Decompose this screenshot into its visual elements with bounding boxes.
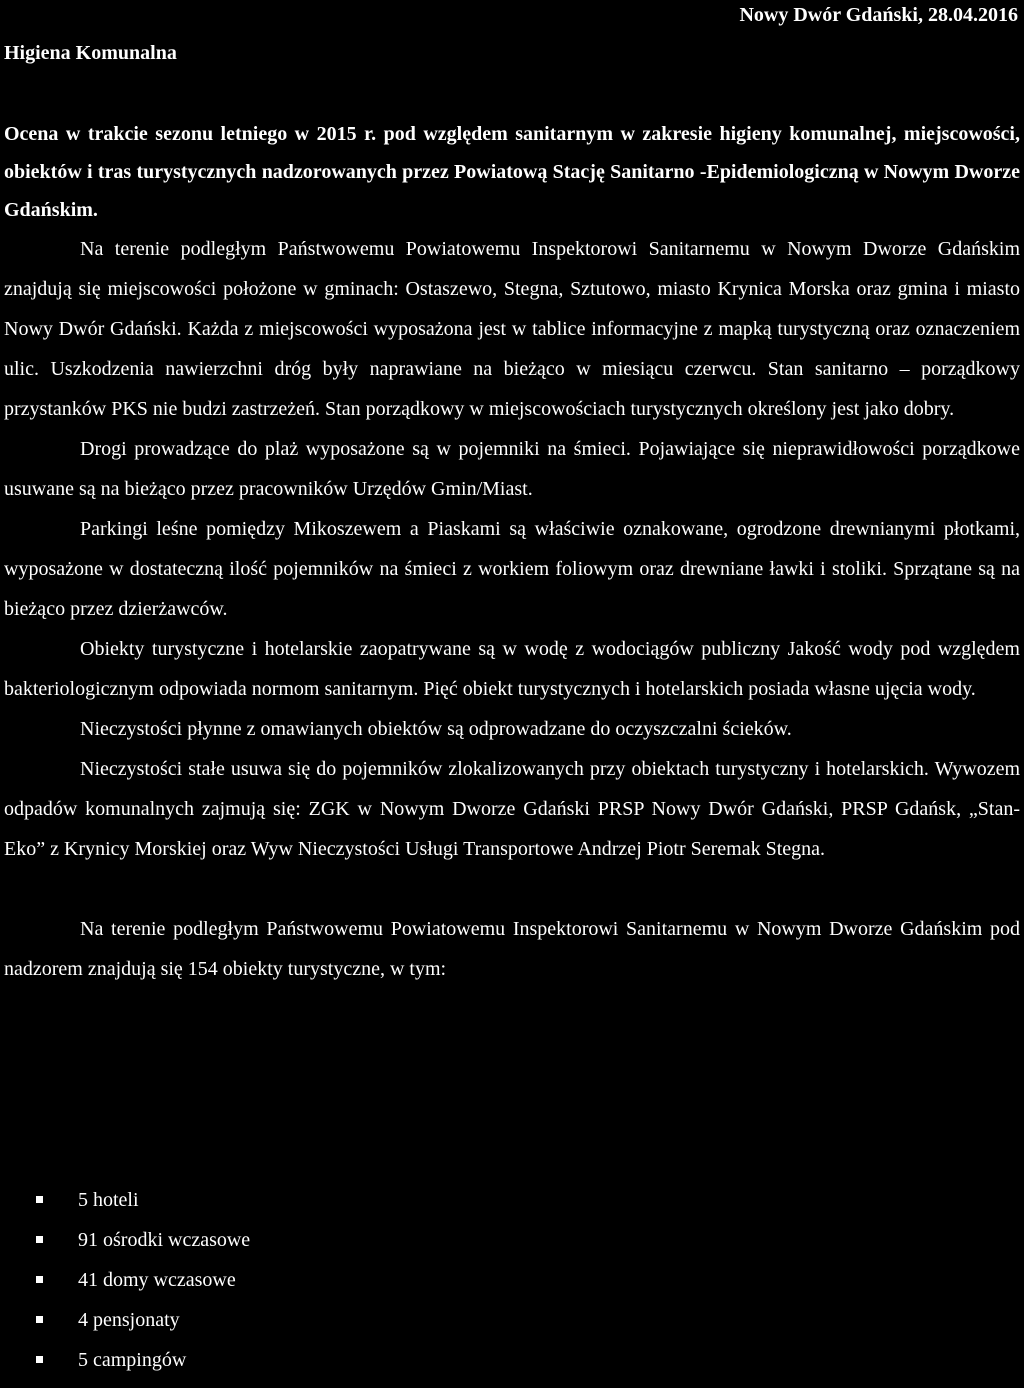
- square-bullet-icon: [36, 1316, 43, 1323]
- paragraph-supervised-objects: Na terenie podległym Państwowemu Powiatowemu Inspektorowi Sanitarnemu w Nowym Dworze Gdańskim pod nadzorem znajdują się 154 obiekty turystyczne, w tym:: [4, 918, 1020, 980]
- document-title: Ocena w trakcie sezonu letniego w 2015 r. pod względem sanitarnym w zakresie higieny komunalnej, miejscowości, obiektów i tras turystycznych nadzorowanych przez Powiatową Stację Sanitarno -Epidemiologiczną w Nowym Dworze Gdańskim.: [4, 123, 1020, 221]
- square-bullet-icon: [36, 1196, 43, 1203]
- list-item: [36, 1260, 250, 1300]
- document-date: Nowy Dwór Gdański, 28.04.2016: [739, 4, 1018, 26]
- list-item: [36, 1340, 250, 1380]
- list-item-text: 5 campingów: [78, 1349, 187, 1371]
- paragraph-liquid-waste: Nieczystości płynne z omawianych obiektów są odprowadzane do oczyszczalni ścieków.: [80, 718, 792, 740]
- list-item-text: 4 pensjonaty: [78, 1309, 180, 1331]
- list-item-text: 5 hoteli: [78, 1189, 139, 1211]
- square-bullet-icon: [36, 1356, 43, 1363]
- list-item: [36, 1180, 250, 1220]
- paragraph-solid-waste: Nieczystości stałe usuwa się do pojemników zlokalizowanych przy obiektach turystyczny i hotelarskich. Wywozem odpadów komunalnych zajmują się: ZGK w Nowym Dworze Gdański PRSP Nowy Dwór Gdański, PRSP Gdańsk, „Stan- Eko” z Krynicy Morskiej oraz Wyw Nieczystości Usługi Transportowe Andrzej Piotr Seremak Stegna.: [4, 758, 1020, 860]
- square-bullet-icon: [36, 1276, 43, 1283]
- document-body: [4, 229, 1020, 989]
- paragraph-forest-parkings: Parkingi leśne pomiędzy Mikoszewem a Piaskami są właściwie oznakowane, ogrodzone drewnianymi płotkami, wyposażone w dostateczną ilość pojemników na śmieci z workiem foliowym oraz drewniane ławki i stoliki. Sprzątane są na bieżąco przez dzierżawców.: [4, 518, 1020, 620]
- department-heading: Higiena Komunalna: [4, 42, 177, 64]
- list-item: [36, 1220, 250, 1260]
- square-bullet-icon: [36, 1236, 43, 1243]
- object-type-list: [36, 1180, 250, 1380]
- list-item-text: 91 ośrodki wczasowe: [78, 1229, 251, 1251]
- paragraph-beach-roads: Drogi prowadzące do plaż wyposażone są w pojemniki na śmieci. Pojawiające się nieprawidłowości porządkowe usuwane są na bieżąco przez pracowników Urzędów Gmin/Miast.: [4, 438, 1020, 500]
- paragraph-water-supply: Obiekty turystyczne i hotelarskie zaopatrywane są w wodę z wodociągów publiczny Jakość wody pod względem bakteriologicznym odpowiada normom sanitarnym. Pięć obiekt turystycznych i hotelarskich posiada własne ujęcia wody.: [4, 638, 1020, 700]
- list-item: [36, 1300, 250, 1340]
- list-item-text: 41 domy wczasowe: [78, 1269, 236, 1291]
- paragraph-towns: Na terenie podległym Państwowemu Powiatowemu Inspektorowi Sanitarnemu w Nowym Dworze Gdańskim znajdują się miejscowości położone w gminach: Ostaszewo, Stegna, Sztutowo, miasto Krynica Morska oraz gmina i miasto Nowy Dwór Gdański. Każda z miejscowości wyposażona jest w tablice informacyjne z mapką turystyczną oraz oznaczeniem ulic. Uszkodzenia nawierzchni dróg były naprawiane na bieżąco w miesiącu czerwcu. Stan sanitarno – porządkowy przystanków PKS nie budzi zastrzeżeń. Stan porządkowy w miejscowościach turystycznych określony jest jako dobry.: [4, 238, 1020, 420]
